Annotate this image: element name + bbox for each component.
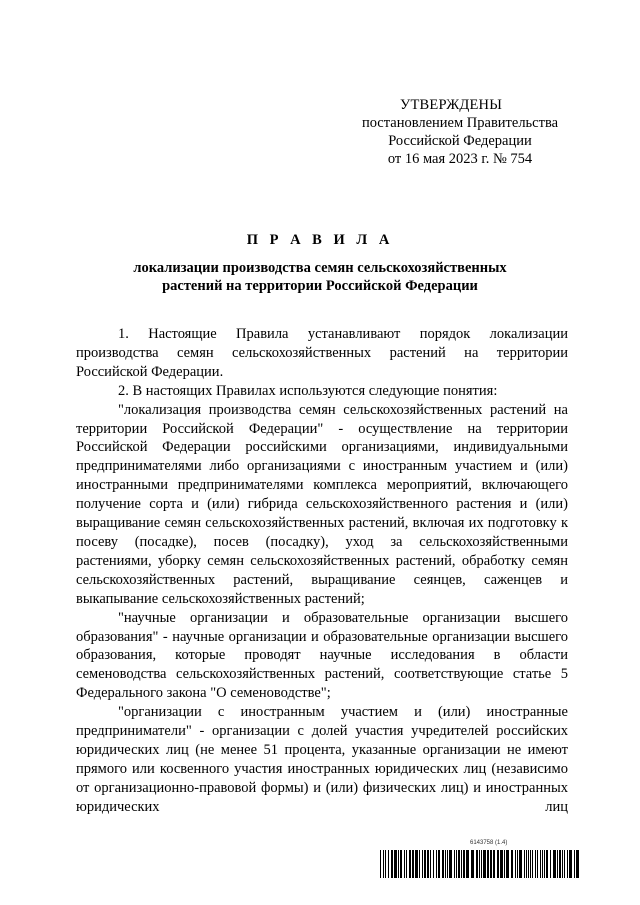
barcode <box>380 840 580 880</box>
barcode-graphic <box>380 850 580 878</box>
paragraph-3: "локализация производства семян сельскохозяйственных растений на территории Российской Федерации" - осуществление на территории Российской Федерации российскими организациями, индивидуальными предпринимателями либо организациями с иностранным участием и (или) иностранными предпринимателями комплекса мероприятий, включающего получение сорта и (или) гибрида сельскохозяйственного растения и (или) выращивание семян сельскохозяйственных растений, включая их подготовку к посеву (посадке), посев (посадку), уход за сельскохозяйственными растениями, уборку семян сельскохозяйственных растений, обработку семян сельскохозяйственных растений, выращивание сеянцев, саженцев и выкапывание сельскохозяйственных растений; <box>76 401 568 607</box>
document-subtitle-line-1: локализации производства семян сельскохозяйственных <box>133 260 507 276</box>
approval-line-3: от 16 мая 2023 г. № 754 <box>387 151 533 167</box>
paragraph-4: "научные организации и образовательные организации высшего образования" - научные организации и образовательные организации высшего образования, которые проводят научные исследования в области семеноводства сельскохозяйственных растений, соответствующие статье 5 Федерального закона "О семеноводстве"; <box>76 609 568 702</box>
approval-line-2: Российской Федерации <box>388 133 532 149</box>
paragraph-1: 1. Настоящие Правила устанавливают порядок локализации производства семян сельскохозяйственных растений на территории Российской Федерации. <box>76 326 568 380</box>
document-title: П Р А В И Л А <box>246 232 394 248</box>
document-subtitle <box>90 259 550 295</box>
paragraph-5: "организации с иностранным участием и (или) иностранные предприниматели" - организации с долей участия учредителей российских юридических лиц (не менее 51 процента, указанные организации не имеют прямого или косвенного участия иностранных юридических лиц (независимо от организационно-правовой формы) и (или) физических лиц) и иностранных юридических лиц <box>76 704 568 815</box>
approval-block <box>340 96 580 168</box>
document-body <box>76 325 568 817</box>
barcode-label: 6143758 (1.4) <box>470 840 508 846</box>
document-subtitle-line-2: растений на территории Российской Федерации <box>162 278 478 294</box>
approval-title: УТВЕРЖДЕНЫ <box>400 97 503 113</box>
paragraph-2: 2. В настоящих Правилах используются следующие понятия: <box>118 382 498 399</box>
approval-line-1: постановлением Правительства <box>361 115 559 131</box>
